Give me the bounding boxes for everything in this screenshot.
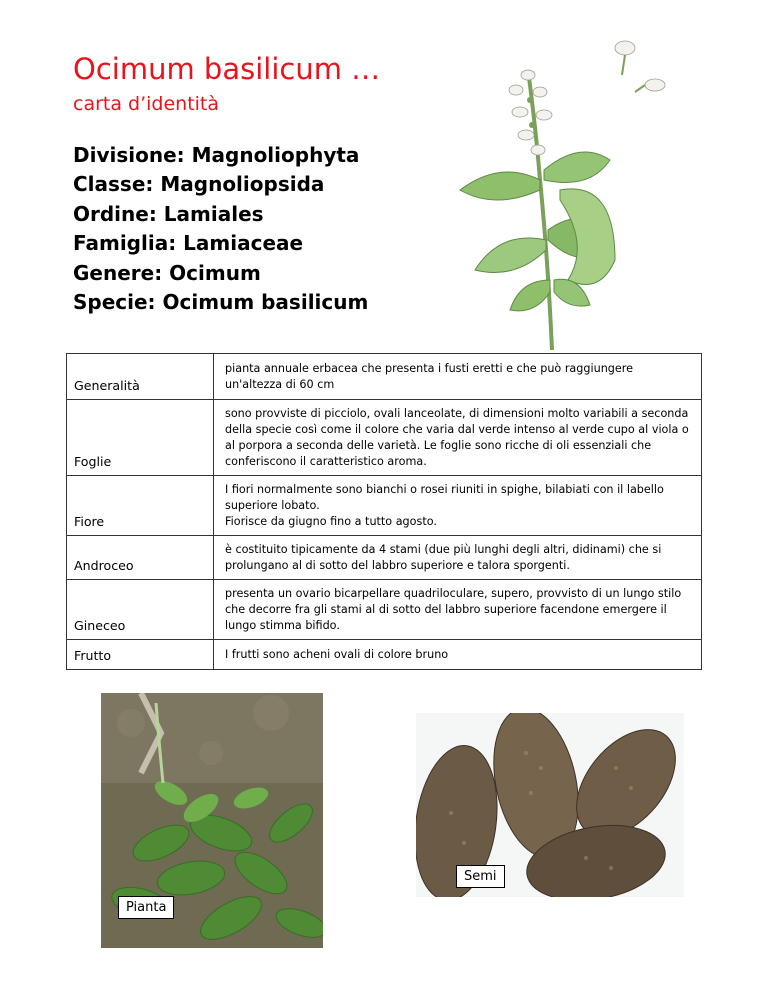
row-label: Gineceo xyxy=(67,580,214,640)
basil-illustration xyxy=(440,30,690,350)
table-row xyxy=(67,640,702,670)
row-description-line: Fiorisce da giugno fino a tutto agosto. xyxy=(225,514,437,528)
taxonomy-division: Divisione: Magnoliophyta xyxy=(73,143,360,167)
table-row xyxy=(67,400,702,476)
row-description: presenta un ovario bicarpellare quadriloculare, supero, provvisto di un lungo stilo che decorre fra gli stami al di sotto del labbro superiore facendone emergere il lungo stimma bifido. xyxy=(214,580,702,640)
row-label: Foglie xyxy=(67,400,214,476)
taxonomy-family: Famiglia: Lamiaceae xyxy=(73,231,304,256)
page-subtitle: carta d’identità xyxy=(73,93,220,115)
row-description: sono provviste di picciolo, ovali lanceolate, di dimensioni molto variabili a seconda della specie così come il colore che varia dal verde intenso al verde cupo al viola o al porpora a seconda delle varietà. Le foglie sono ricche di oli essenziali che conferiscono il caratteristico aroma. xyxy=(214,400,702,476)
row-label: Fiore xyxy=(67,476,214,536)
page-title: Ocimum basilicum … xyxy=(73,52,381,86)
row-description: I frutti sono acheni ovali di colore bruno xyxy=(214,640,702,670)
taxonomy-genus: Genere: Ocimum xyxy=(73,260,261,285)
table-row xyxy=(67,354,702,400)
table-row xyxy=(67,476,702,536)
row-label: Generalità xyxy=(67,354,214,400)
taxonomy-species: Specie: Ocimum basilicum xyxy=(73,290,369,315)
seeds-caption: Semi xyxy=(456,865,505,888)
taxonomy-order: Ordine: Lamiales xyxy=(73,201,264,226)
row-description-line: I fiori normalmente sono bianchi o rosei riuniti in spighe, bilabiati con il labello superiore lobato. xyxy=(225,482,664,512)
row-description xyxy=(214,476,702,536)
row-description: è costituito tipicamente da 4 stami (due più lunghi degli altri, didinami) che si prolungano al di sotto del labbro superiore e talora sporgenti. xyxy=(214,536,702,580)
row-description: pianta annuale erbacea che presenta i fusti eretti e che può raggiungere un'altezza di 60 cm xyxy=(214,354,702,400)
characteristics-table xyxy=(66,353,702,670)
table-row xyxy=(67,580,702,640)
table-row xyxy=(67,536,702,580)
taxonomy-list xyxy=(73,141,368,317)
row-label: Androceo xyxy=(67,536,214,580)
row-label: Frutto xyxy=(67,640,214,670)
plant-caption: Pianta xyxy=(118,896,174,919)
taxonomy-class: Classe: Magnoliopsida xyxy=(73,172,325,197)
